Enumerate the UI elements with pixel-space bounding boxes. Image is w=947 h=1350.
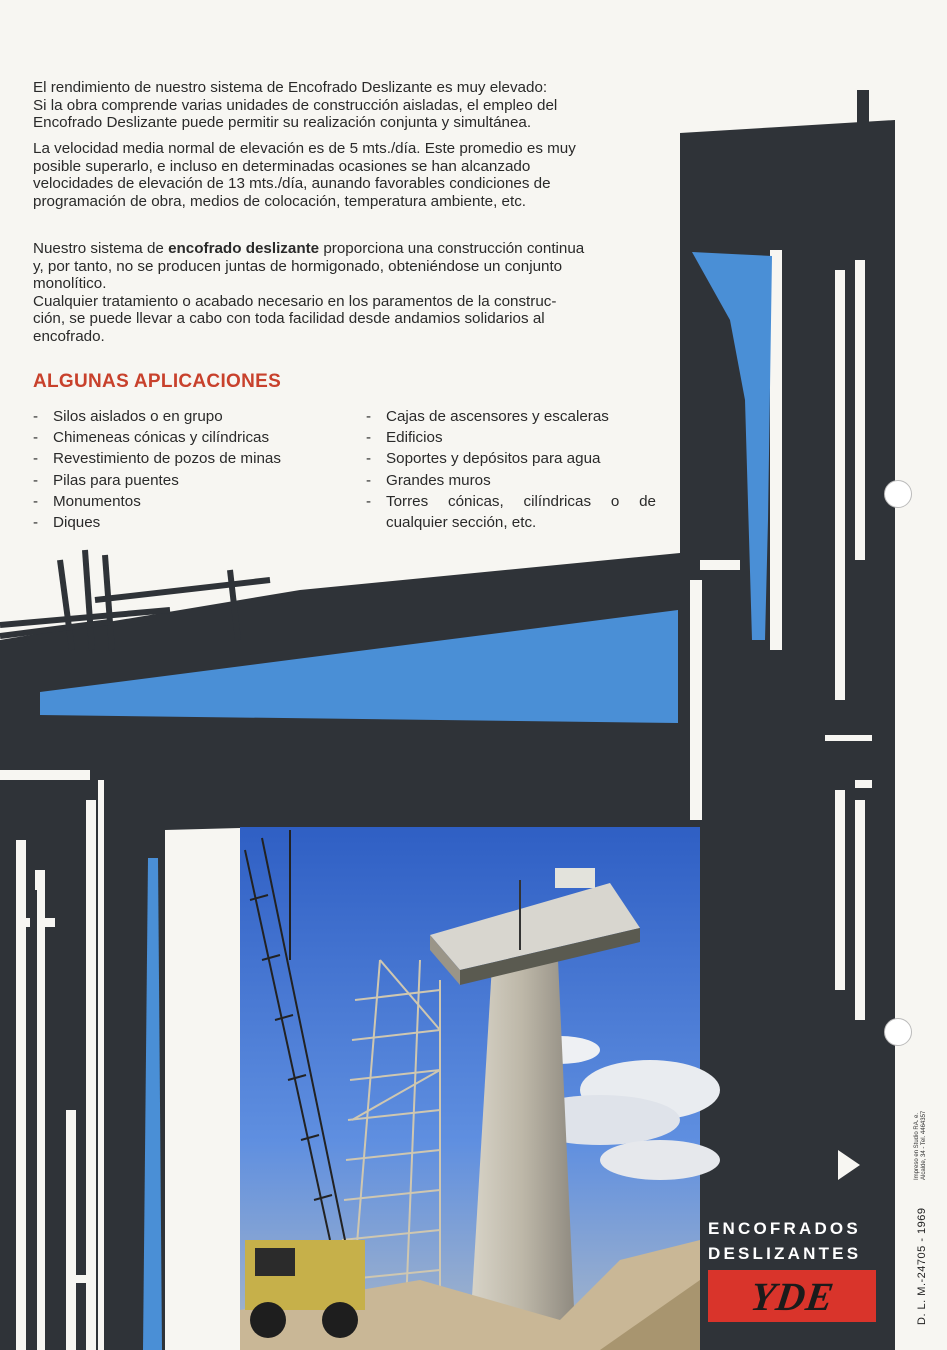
brand-line: DESLIZANTES	[708, 1244, 862, 1263]
paragraph-line: El rendimiento de nuestro sistema de Encofrado Deslizante es muy elevado:	[33, 79, 548, 96]
list-item: - Soportes y depósitos para agua	[366, 448, 656, 469]
list-item: - Pilas para puentes	[33, 470, 333, 491]
list-item: - Edificios	[366, 427, 656, 448]
list-item: - Monumentos	[33, 491, 333, 512]
text-bold: encofrado deslizante	[168, 240, 320, 257]
paragraph-line: programación de obra, medios de colocación, temperatura ambiente, etc.	[33, 192, 527, 210]
printer-imprint	[914, 1111, 928, 1180]
applications-list-left	[33, 406, 333, 533]
paragraph-performance	[33, 79, 657, 132]
paragraph-line: monolítico.	[33, 275, 107, 293]
list-item: - Diques	[33, 512, 333, 533]
paragraph-line: Encofrado Deslizante puede permitir su realización conjunta y simultánea.	[33, 114, 532, 132]
binder-hole-bottom	[884, 1018, 912, 1046]
paragraph-line: posible superarlo, e incluso en determinadas ocasiones se han alcanzado	[33, 157, 531, 175]
paragraph-continuous	[33, 240, 657, 346]
paragraph-speed	[33, 140, 657, 210]
paragraph-line: Cualquier tratamiento o acabado necesario en los paramentos de la construc-	[33, 292, 557, 310]
paragraph-line: La velocidad media normal de elevación es de 5 mts./día. Este promedio es muy	[33, 140, 576, 157]
list-item: - Cajas de ascensores y escaleras	[366, 406, 656, 427]
construction-photo	[240, 827, 720, 1350]
logo-text: YDE	[747, 1273, 837, 1319]
list-item: - Torres cónicas, cilíndricas o de cualquier sección, etc.	[366, 491, 656, 533]
printer-line: Alcalde, 34 - Tel. 4464357	[921, 1110, 927, 1180]
paragraph-line: velocidades de elevación de 13 mts./día, aunando favorables condiciones de	[33, 175, 551, 193]
brand-line: ENCOFRADOS	[708, 1219, 861, 1238]
legal-deposit: D. L. M.-24705 - 1969	[916, 1207, 928, 1325]
brand-logo	[708, 1270, 876, 1322]
applications-heading: ALGUNAS APLICACIONES	[33, 371, 282, 392]
printer-line: Impreso en Studio RA. e.	[914, 1112, 920, 1180]
text-run: Nuestro sistema de	[33, 240, 169, 257]
paragraph-line: Si la obra comprende varias unidades de construcción aisladas, el empleo del	[33, 96, 558, 114]
applications-list-right	[366, 406, 656, 533]
list-item: - Revestimiento de pozos de minas	[33, 448, 333, 469]
paragraph-line: y, por tanto, no se producen juntas de hormigonado, obteniéndose un conjunto	[33, 257, 563, 275]
paragraph-line: encofrado.	[33, 327, 105, 345]
list-item: - Grandes muros	[366, 470, 656, 491]
list-item: - Silos aislados o en grupo	[33, 406, 333, 427]
binder-hole-top	[884, 480, 912, 508]
paragraph-line: ción, se puede llevar a cabo con toda facilidad desde andamios solidarios al	[33, 310, 545, 328]
paragraph-line	[33, 240, 657, 258]
text-run: proporciona una construcción continua	[319, 240, 585, 257]
list-item: - Chimeneas cónicas y cilíndricas	[33, 427, 333, 448]
brand-name	[708, 1216, 861, 1266]
